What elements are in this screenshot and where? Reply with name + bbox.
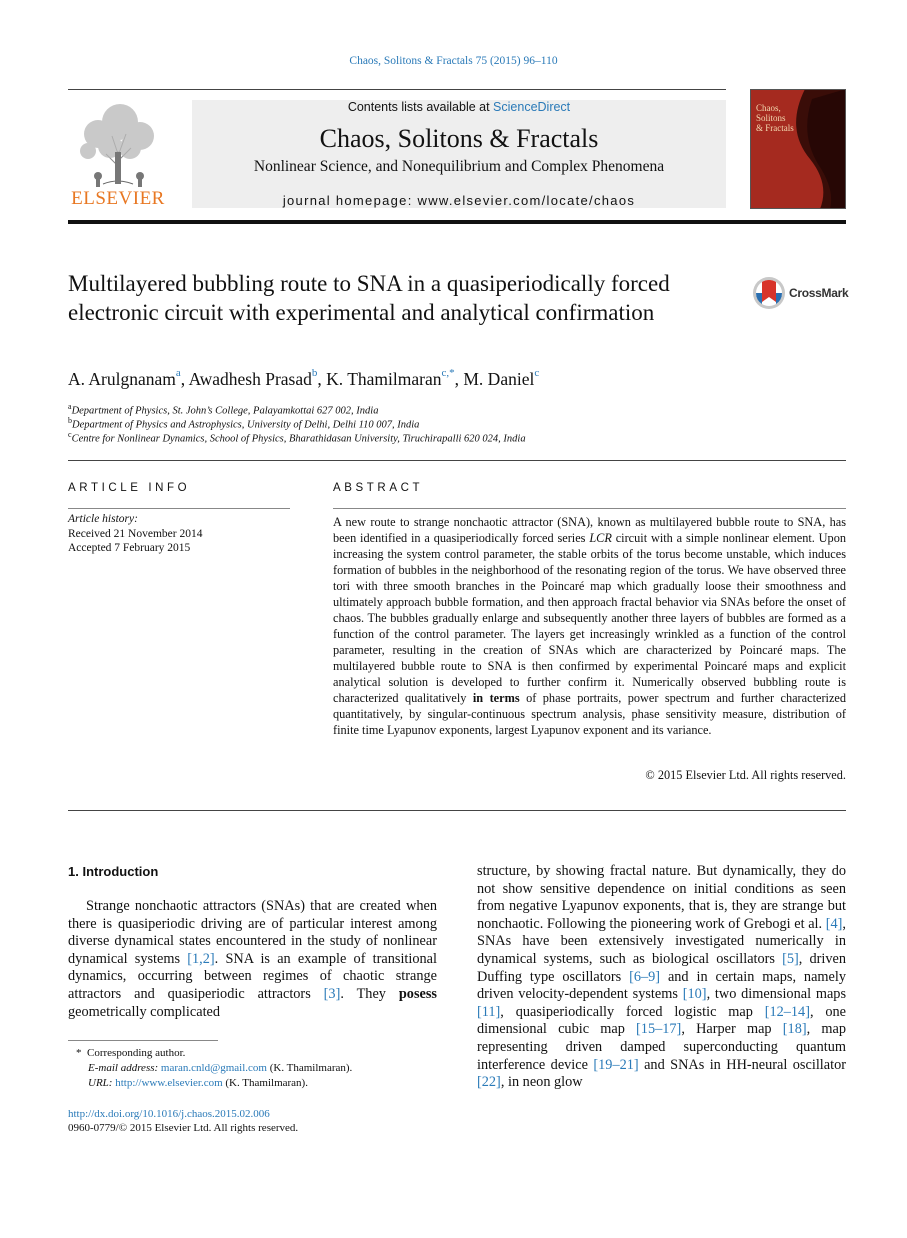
affiliation: $^c$Centre for Nonlinear Dynamics, School of Physics, Bharathidasan University, Tiruchirapalli 620 024, India: [68, 430, 526, 445]
abstract-text: A new route to strange nonchaotic attractor (SNA), known as multilayered bubble route to SNA, has been identified in a quasiperiodically forced series LCR circuit with a simple nonlinear element. Upon increasing the system control parameter, the stable orbits of the torus become unstable, which induces formation of bubbles in the neighborhood of the resonating region of the torus. We have observed three tori with three smooth branches in the Poincaré map which gradually loose their smoothness and ultimately approach bubble formation, and then approach fractal behavior via SNAs before the onset of chaos. The bubbles gradually enlarge and subsequently another three layers of bubbles are formed as a function of the control parameter. The layers get increasingly wrinkled as a function of the control parameter, resulting in the creation of SNAs which are characterized by Poincaré maps. The multilayered bubble route to SNA is then confirmed by experimental Poincaré maps and explicit analytical solution is developed to further confirm it. Numerically observed bubbling route is characterized qualitatively in terms of phase portraits, power spectrum and further characterized quantitatively, by singular-continuous spectrum analysis, phase sensitivity measure, distribution of finite time Lyapunov exponents, largest Lyapunov exponent and its variance.: [333, 515, 847, 737]
reference-link[interactable]: [15–17]: [636, 1021, 682, 1038]
corresponding-author-note: * Corresponding author.: [76, 1047, 186, 1059]
reference-link[interactable]: [10]: [682, 986, 707, 1003]
author-list: A. Arulgnanam$^a$, Awadhesh Prasad$^b$, K. Thamilmaran$^{c,*}$, M. Daniel$^c$: [68, 367, 540, 389]
crossmark-badge[interactable]: [752, 276, 852, 310]
reference-link[interactable]: [18]: [782, 1021, 807, 1038]
abstract-heading: ABSTRACT: [333, 482, 424, 494]
url-link[interactable]: http://www.elsevier.com: [115, 1077, 223, 1089]
author-name[interactable]: A. Arulgnanam: [68, 369, 176, 389]
author-affiliation-mark[interactable]: c: [534, 367, 540, 379]
doi-link[interactable]: http://dx.doi.org/10.1016/j.chaos.2015.02.006: [68, 1108, 270, 1120]
homepage-link[interactable]: www.elsevier.com/locate/chaos: [417, 193, 636, 208]
reference-link[interactable]: [5]: [782, 950, 799, 967]
article-title: Multilayered bubbling route to SNA in a quasiperiodically forced electronic circuit with experimental and analytical confirmation: [68, 271, 670, 325]
reference-link[interactable]: [1,2]: [187, 950, 215, 967]
header-bottom-rule: [68, 220, 846, 224]
journal-header-box: [192, 100, 726, 208]
author-name[interactable]: Awadhesh Prasad: [188, 369, 312, 389]
url-note: URL: http://www.elsevier.com (K. Thamilmaran).: [88, 1077, 308, 1089]
reference-link[interactable]: [22]: [477, 1074, 501, 1091]
elsevier-wordmark: ELSEVIER: [71, 188, 165, 209]
reference-link[interactable]: [19–21]: [593, 1056, 639, 1073]
sciencedirect-link[interactable]: ScienceDirect: [493, 100, 571, 114]
header-top-rule: [68, 89, 726, 90]
author-affiliation-mark[interactable]: b: [311, 367, 318, 379]
abstract-rule: [333, 508, 846, 509]
journal-subtitle: Nonlinear Science, and Nonequilibrium and Complex Phenomena: [253, 158, 665, 175]
article-info-rule: [68, 508, 290, 509]
elsevier-logo[interactable]: [68, 96, 168, 208]
reference-link[interactable]: [4]: [825, 915, 843, 932]
journal-title: Chaos, Solitons & Fractals: [319, 124, 599, 153]
journal-citation[interactable]: Chaos, Solitons & Fractals 75 (2015) 96–110: [349, 55, 558, 67]
footnote-rule: [68, 1040, 218, 1041]
introduction-heading: 1. Introduction: [68, 864, 159, 879]
author-affiliation-mark[interactable]: c,*: [441, 367, 455, 379]
intro-left-column: Strange nonchaotic attractors (SNAs) that are created when there is quasiperiodic driving are of particular interest among diverse dynamical states encountered in the study of nonlinear dynamical systems [1,2]. SNA is an example of transitional dynamics, occurring between regimes of chaotic strange attractors and quasiperiodic attractors [3]. They posess geometrically complicated: [68, 898, 437, 1020]
abstract-copyright: © 2015 Elsevier Ltd. All rights reserved.: [645, 768, 846, 782]
author-affiliation-mark[interactable]: a: [175, 367, 181, 379]
author-name[interactable]: M. Daniel: [463, 369, 535, 389]
email-link[interactable]: maran.cnld@gmail.com: [160, 1062, 267, 1074]
received-date: Received 21 November 2014: [68, 528, 203, 540]
affiliation: $^a$Department of Physics, St. John’s College, Palayamkottai 627 002, India: [68, 402, 379, 417]
article-history-label: Article history:: [68, 513, 138, 525]
affiliation: $^b$Department of Physics and Astrophysics, University of Delhi, Delhi 110 007, India: [68, 416, 420, 431]
contents-line: Contents lists available at ScienceDirect: [347, 100, 571, 114]
intro-right-column: structure, by showing fractal nature. But dynamically, they do not show sensitive dependence on initial conditions as seen from negative Lyapunov exponents, that is, they are strange but nonchaotic. Following the pioneering work of Grebogi et al. [4], SNAs have been extensively investigated numerically in dynamical systems, such as biological oscillators [5], driven Duffing type oscillators [6–9] and in certain maps, namely driven velocity-dependent systems [10], two dimensional maps [11], quasiperiodically forced logistic map [12–14], one dimensional cubic map [15–17], Harper map [18], map representing driven damped superconducting quantum interference device [19–21] and SNAs in HH-neural oscillator [22], in neon glow: [477, 863, 847, 1091]
email-note: E-mail address: maran.cnld@gmail.com (K. Thamilmaran).: [88, 1062, 353, 1074]
section-divider: [68, 810, 846, 811]
accepted-date: Accepted 7 February 2015: [68, 542, 191, 554]
reference-link[interactable]: [12–14]: [764, 1003, 810, 1020]
reference-link[interactable]: [11]: [477, 1003, 501, 1020]
journal-homepage: journal homepage: www.elsevier.com/locate/chaos: [282, 193, 636, 208]
crossmark-label: CrossMark: [789, 286, 849, 300]
article-info-heading: ARTICLE INFO: [68, 482, 191, 494]
author-name[interactable]: K. Thamilmaran: [326, 369, 442, 389]
journal-cover-thumbnail[interactable]: Chaos, Solitons & Fractals: [750, 89, 846, 209]
issn-copyright: 0960-0779/© 2015 Elsevier Ltd. All rights reserved.: [68, 1122, 299, 1134]
crossmark-icon: [752, 276, 786, 310]
reference-link[interactable]: [6–9]: [629, 968, 661, 985]
section-divider: [68, 460, 846, 461]
reference-link[interactable]: [3]: [323, 985, 341, 1002]
